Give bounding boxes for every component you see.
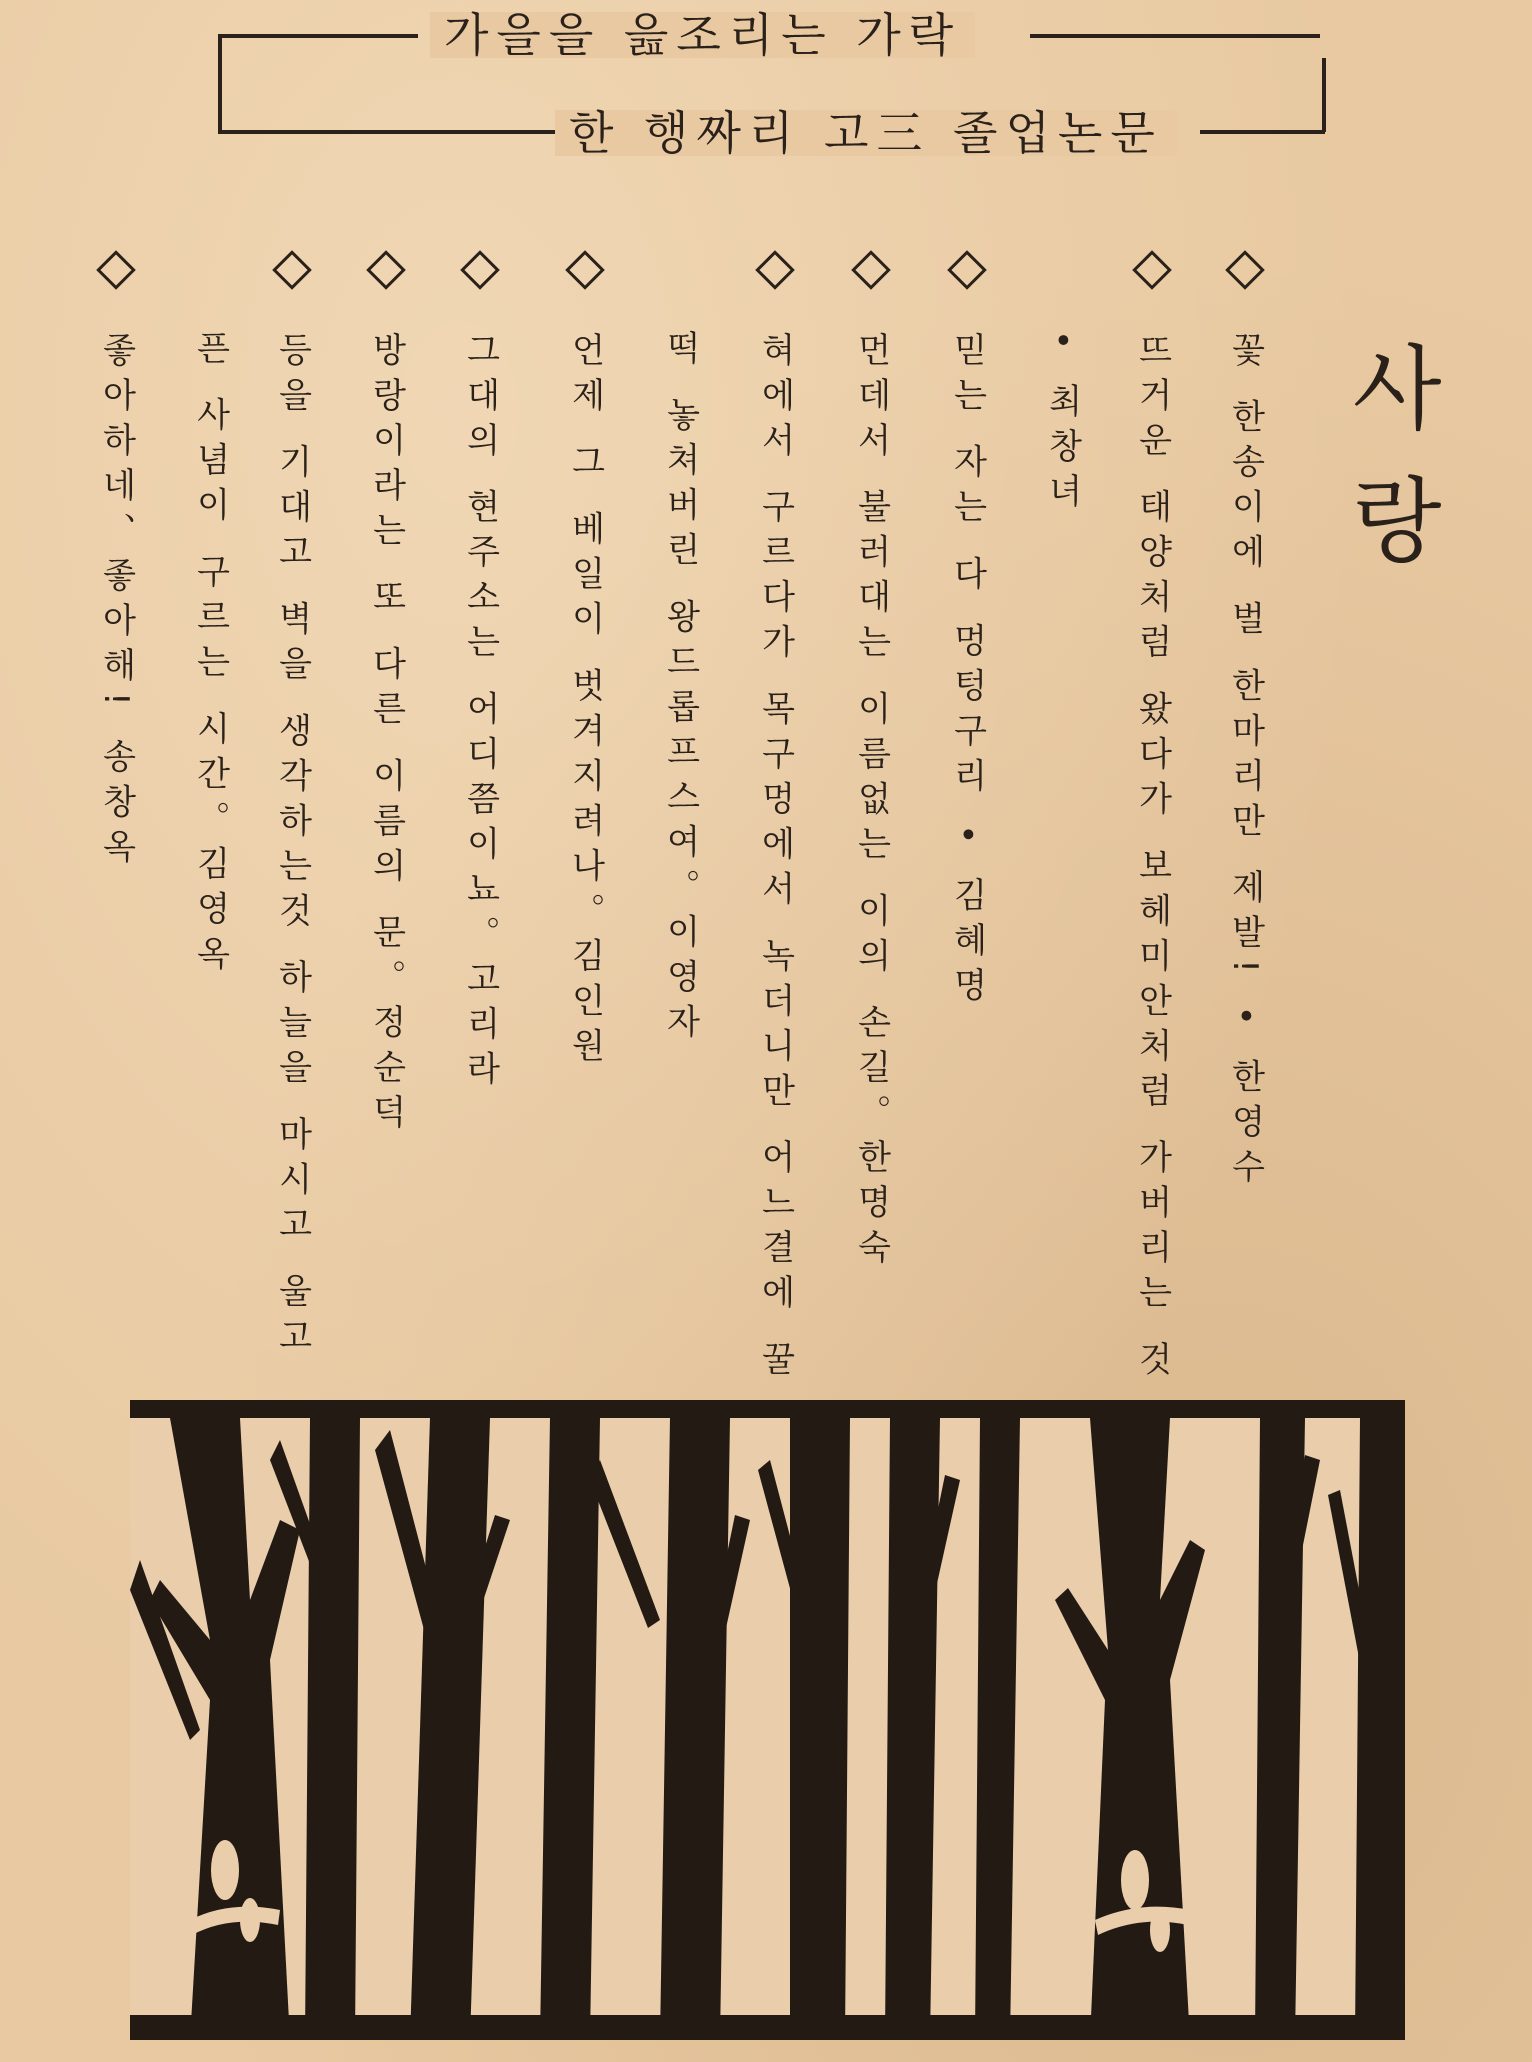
- header-frame-top-left: [218, 34, 418, 38]
- poem-line: 꽃 한송이에 벌 한마리만 제발! • 한영수: [1225, 332, 1265, 1194]
- poem-column: [450, 250, 510, 1096]
- header-sub-title: 한 행짜리 고三 졸업논문: [555, 110, 1177, 156]
- header-frame-top-right: [1030, 34, 1320, 38]
- diamond-bullet-icon: [1225, 250, 1265, 290]
- poem-line: 뜨거운 태양처럼 왔다가 보헤미안처럼 가버리는 것: [1132, 332, 1172, 1387]
- diamond-bullet-icon: [755, 250, 795, 290]
- header-frame-right: [1322, 58, 1326, 132]
- diamond-bullet-icon: [1132, 250, 1172, 290]
- poem-column: [841, 250, 901, 1274]
- poem-line: 혀에서 구르다가 목구멍에서 녹더니만 어느결에 꿀: [755, 332, 795, 1387]
- poem-column: [555, 250, 615, 1072]
- poem-line: 픈 사념이 구르는 시간。김영옥: [190, 330, 230, 981]
- poem-line: 방랑이라는 또 다른 이름의 문。정순덕: [366, 332, 406, 1140]
- poem-line: 좋아하네、좋아해! 송창옥: [96, 332, 136, 874]
- poem-column: [650, 318, 710, 1049]
- poem-column: [1122, 250, 1182, 1386]
- poem-column: [937, 250, 997, 1012]
- poem-line: 떡 놓쳐버린 왕드롭프스여。이영자: [660, 330, 700, 1049]
- header-top-title: 가을을 읊조리는 가락: [430, 12, 975, 58]
- poem-column: [262, 250, 322, 1363]
- page-title: 사랑: [1336, 340, 1443, 604]
- diamond-bullet-icon: [947, 250, 987, 290]
- poem-column: [745, 250, 805, 1386]
- diamond-bullet-icon: [460, 250, 500, 290]
- poem-column: [86, 250, 146, 873]
- poem-column: [1215, 250, 1275, 1194]
- poem-line: • 최창녀: [1042, 330, 1082, 518]
- diamond-bullet-icon: [272, 250, 312, 290]
- header-frame-bottom-right: [1200, 130, 1325, 134]
- diamond-bullet-icon: [96, 250, 136, 290]
- poem-line: 믿는 자는 다 멍텅구리 • 김혜명: [947, 332, 987, 1013]
- poem-column: [356, 250, 416, 1139]
- header-frame-left: [218, 34, 222, 132]
- diamond-bullet-icon: [851, 250, 891, 290]
- diamond-bullet-icon: [565, 250, 605, 290]
- poem-line: 언제 그 베일이 벗겨지려나。김인원: [565, 332, 605, 1073]
- header-frame-bottom-left: [218, 130, 558, 134]
- poem-line: 등을 기대고 벽을 생각하는것 하늘을 마시고 울고: [272, 332, 312, 1363]
- poem-line: 먼데서 불러대는 이름없는 이의 손길。한명숙: [851, 332, 891, 1275]
- poem-line: 그대의 현주소는 어디쯤이뇨。고리라: [460, 332, 500, 1096]
- woodcut-trees-icon: [130, 1400, 1405, 2040]
- diamond-bullet-icon: [366, 250, 406, 290]
- poem-column: [1032, 318, 1092, 518]
- poem-column: [180, 318, 240, 980]
